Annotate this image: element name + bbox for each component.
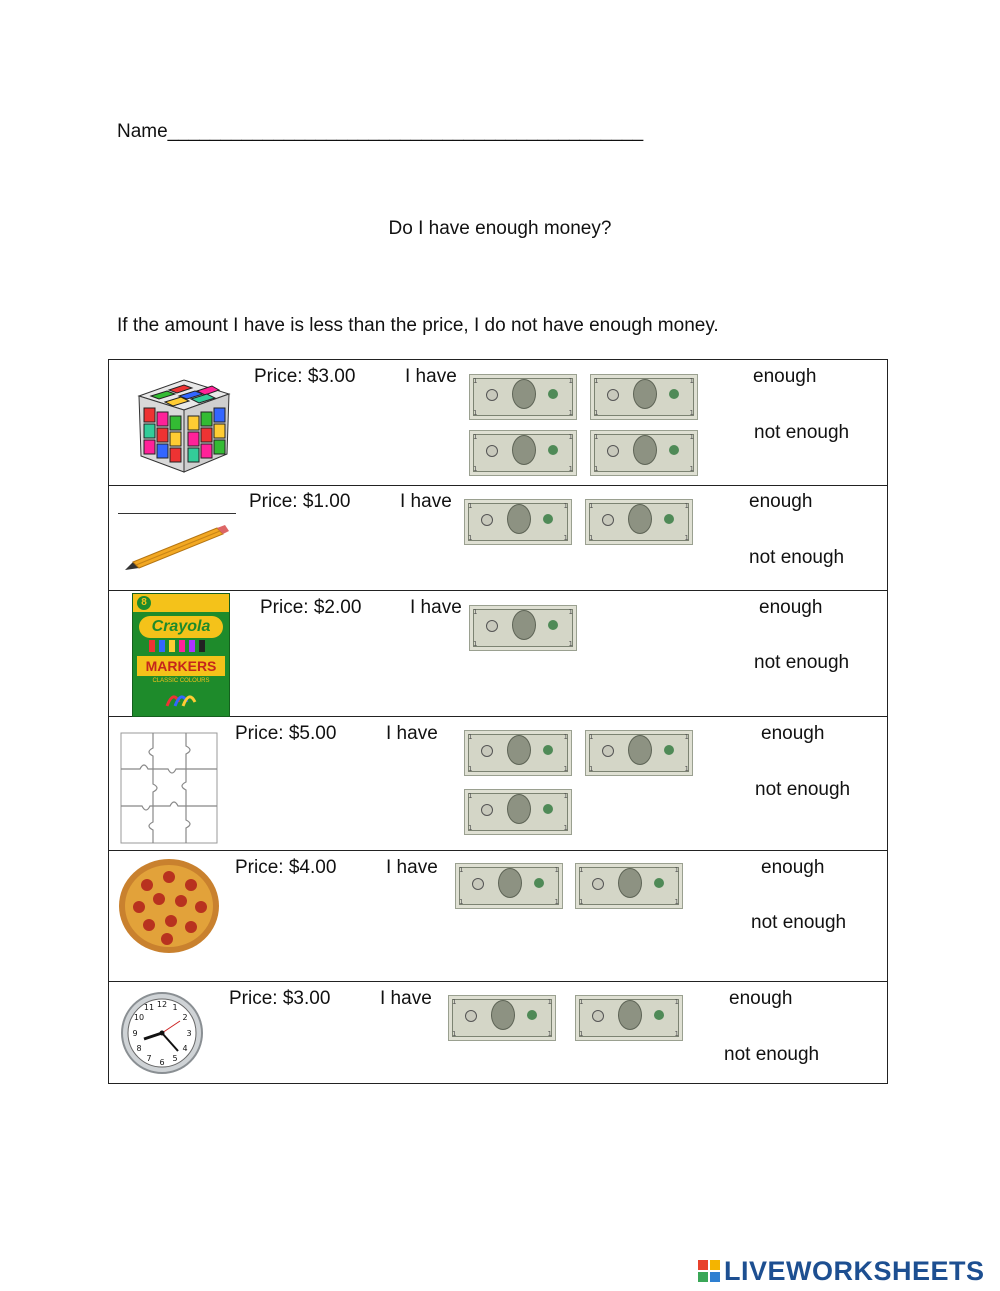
table-row	[109, 486, 887, 591]
markers-box-image: 8 Crayola MARKERS CLASSIC COLOURS	[132, 593, 230, 717]
clock-image	[120, 991, 204, 1075]
dollar-bill: 1 1 1 1	[464, 499, 572, 545]
price-label: Price: $1.00	[249, 491, 351, 512]
dollar-bill: 1 1 1 1	[469, 430, 577, 476]
svg-text:4: 4	[182, 1044, 188, 1053]
table-row	[109, 360, 887, 486]
divider	[118, 513, 236, 514]
svg-text:6: 6	[159, 1058, 165, 1067]
price-label: Price: $3.00	[254, 366, 356, 387]
dollar-bill: 1 1 1 1	[585, 499, 693, 545]
logo-text: LIVEWORKSHEETS	[724, 1256, 985, 1286]
not-enough-option[interactable]: not enough	[724, 1044, 820, 1065]
have-label: I have	[386, 723, 438, 744]
table-row	[109, 851, 887, 982]
dollar-bill: 1 1 1 1	[585, 730, 693, 776]
puzzle-image	[120, 732, 218, 844]
enough-option[interactable]: enough	[761, 857, 825, 878]
svg-text:11: 11	[143, 1003, 155, 1012]
svg-text:1: 1	[172, 1003, 178, 1012]
dollar-bill: 1 1 1 1	[469, 605, 577, 651]
table-row	[109, 717, 887, 851]
price-label: Price: $4.00	[235, 857, 337, 878]
price-label: Price: $5.00	[235, 723, 337, 744]
table-row	[109, 591, 887, 717]
svg-text:3: 3	[186, 1029, 192, 1038]
svg-text:9: 9	[132, 1029, 138, 1038]
have-label: I have	[405, 366, 457, 387]
not-enough-option[interactable]: not enough	[749, 547, 845, 568]
pencil-image	[121, 524, 233, 576]
dollar-bill: 1 1 1 1	[575, 863, 683, 909]
page-title: Do I have enough money?	[388, 218, 612, 239]
enough-option[interactable]: enough	[753, 366, 817, 387]
svg-text:10: 10	[133, 1013, 145, 1022]
svg-text:5: 5	[172, 1054, 178, 1063]
have-label: I have	[380, 988, 432, 1009]
instructions: If the amount I have is less than the price, I do not have enough money.	[117, 315, 719, 336]
have-label: I have	[400, 491, 452, 512]
not-enough-option[interactable]: not enough	[755, 779, 851, 800]
dollar-bill: 1 1 1 1	[448, 995, 556, 1041]
dollar-bill: 1 1 1 1	[469, 374, 577, 420]
not-enough-option[interactable]: not enough	[754, 652, 850, 673]
dollar-bill: 1 1 1 1	[590, 374, 698, 420]
dollar-bill: 1 1 1 1	[590, 430, 698, 476]
worksheet-table	[108, 359, 888, 1084]
svg-text:7: 7	[146, 1054, 152, 1063]
enough-option[interactable]: enough	[761, 723, 825, 744]
table-row	[109, 982, 887, 1083]
logo-blocks-icon	[698, 1260, 720, 1282]
svg-text:12: 12	[156, 1000, 168, 1009]
enough-option[interactable]: enough	[749, 491, 813, 512]
enough-option[interactable]: enough	[729, 988, 793, 1009]
enough-option[interactable]: enough	[759, 597, 823, 618]
dollar-bill: 1 1 1 1	[575, 995, 683, 1041]
dollar-bill: 1 1 1 1	[464, 789, 572, 835]
name-field[interactable]: Name_____________________________________________	[117, 121, 644, 142]
price-label: Price: $3.00	[229, 988, 331, 1009]
svg-text:8: 8	[136, 1044, 142, 1053]
svg-text:2: 2	[182, 1013, 188, 1022]
price-label: Price: $2.00	[260, 597, 362, 618]
not-enough-option[interactable]: not enough	[754, 422, 850, 443]
have-label: I have	[386, 857, 438, 878]
pizza-image	[117, 857, 221, 955]
have-label: I have	[410, 597, 462, 618]
rubiks-cube-image	[129, 374, 239, 476]
dollar-bill: 1 1 1 1	[464, 730, 572, 776]
dollar-bill: 1 1 1 1	[455, 863, 563, 909]
not-enough-option[interactable]: not enough	[751, 912, 847, 933]
